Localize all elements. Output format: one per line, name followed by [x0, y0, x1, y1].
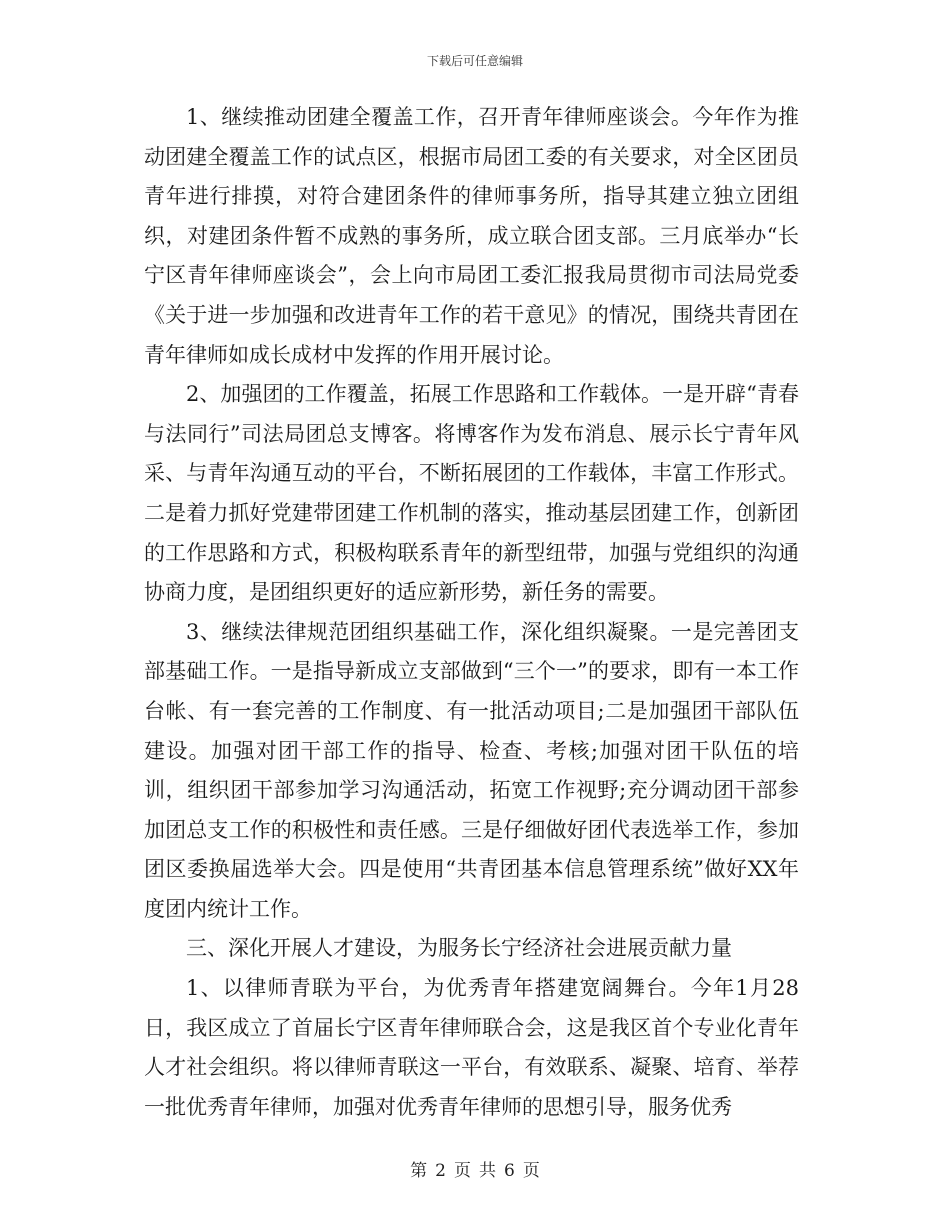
page-footer — [0, 1156, 950, 1181]
paragraph-2: 2、加强团的工作覆盖，拓展工作思路和工作载体。一是开辟“青春与法同行”司法局团总支博客。将博客作为发布消息、展示长宁青年风采、与青年沟通互动的平台，不断拓展团的工作载体，丰富工作形式。二是着力抓好党建带团建工作机制的落实，推动基层团建工作，创新团的工作思路和方式，积极构联系青年的新型纽带，加强与党组织的沟通协商力度，是团组织更好的适应新形势，新任务的需要。 — [144, 382, 799, 605]
paragraph-4: 1、以律师青联为平台，为优秀青年搭建宽阔舞台。今年1月28日，我区成立了首届长宁区青年律师联合会，这是我区首个专业化青年人才社会组织。将以律师青联这一平台，有效联系、凝聚、培育、举荐一批优秀青年律师，加强对优秀青年律师的思想引导，服务优秀 — [144, 976, 799, 1119]
paragraph-3: 3、继续法律规范团组织基础工作，深化组织凝聚。一是完善团支部基础工作。一是指导新成立支部做到“三个一”的要求，即有一本工作台帐、有一套完善的工作制度、有一批活动项目;二是加强团干部队伍建设。加强对团干部工作的指导、检查、考核;加强对团干队伍的培训，组织团干部参加学习沟通活动，拓宽工作视野;充分调动团干部参加团总支工作的积极性和责任感。三是仔细做好团代表选举工作，参加团区委换届选举大会。四是使用“共青团基本信息管理系统”做好XX年度团内统计工作。 — [144, 619, 799, 921]
footer-current-page: 2 — [435, 1161, 446, 1181]
footer-prefix: 第 — [410, 1161, 428, 1181]
footer-suffix: 页 — [522, 1161, 540, 1181]
footer-page-word: 页 — [454, 1161, 471, 1181]
document-body — [144, 98, 799, 1127]
footer-total-pages: 6 — [504, 1161, 515, 1181]
page-header: 下载后可任意编辑 — [426, 54, 523, 68]
paragraph-1: 1、继续推动团建全覆盖工作，召开青年律师座谈会。今年作为推动团建全覆盖工作的试点区，根据市局团工委的有关要求，对全区团员青年进行排摸，对符合建团条件的律师事务所，指导其建立独立团组织，对建团条件暂不成熟的事务所，成立联合团支部。三月底举办“长宁区青年律师座谈会”，会上向市局团工委汇报我局贯彻市司法局党委《关于进一步加强和改进青年工作的若干意见》的情况，围绕共青团在青年律师如成长成材中发挥的作用开展讨论。 — [144, 105, 799, 367]
section-heading: 三、深化开展人才建设，为服务长宁经济社会进展贡献力量 — [186, 936, 732, 961]
footer-total-word: 共 — [479, 1161, 496, 1181]
